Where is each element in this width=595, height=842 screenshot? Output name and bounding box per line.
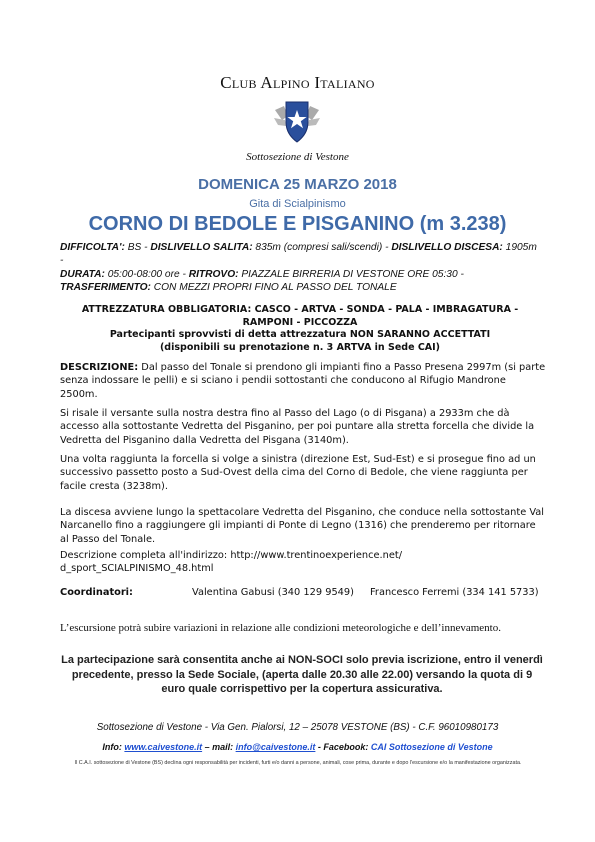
equipment-rental: (disponibili su prenotazione n. 3 ARTVA in Sede CAI) xyxy=(159,341,441,353)
event-date: DOMENICA 25 MARZO 2018 xyxy=(198,176,397,193)
website-link[interactable]: www.caivestone.it xyxy=(124,742,203,752)
coordinators-label: Coordinatori: xyxy=(60,587,133,598)
description-paragraph-2: Si risale il versante sulla nostra destra fino al Passo del Lago (o di Pisgana) a 2933m che dà accesso alla sottostante Vedretta del Pisganino, per poi puntare alla stretta forcella che divide la Vedretta del Pisganino dalla Vedretta del Pisgana (3140m). xyxy=(60,408,535,446)
subsection-name: Sottosezione di Vestone xyxy=(246,151,349,163)
event-kind: Gita di Scialpinismo xyxy=(249,198,346,210)
meeting-label: RITROVO: xyxy=(188,268,239,280)
coordinator-2: Francesco Ferremi (334 141 5733) xyxy=(370,587,539,598)
description-label: DESCRIZIONE: xyxy=(60,362,139,373)
facebook-link[interactable]: CAI Sottosezione di Vestone xyxy=(370,742,493,752)
description-paragraph-3: Una volta raggiunta la forcella si volge a sinistra (direzione Est, Sud-Est) e si prosegue fino ad un successivo passetto posto a Sud-Ovest della cima del Corno di Bedole, che viene raggiunta per facile cresta (3238m). xyxy=(60,454,536,492)
description-paragraph-1: DESCRIZIONE: Dal passo del Tonale si prendono gli impianti fino a Passo Presena 2997m (si parte senza indossare le pelli) e si sciano i pendii sottostanti che conducono al Rifugio Mandrone 2500m. xyxy=(60,362,546,400)
cai-emblem-icon xyxy=(272,98,322,144)
transfer-value: CON MEZZI PROPRI FINO AL PASSO DEL TONALE xyxy=(150,282,397,294)
participation-notice: La partecipazione sarà consentita anche ai NON-SOCI solo previa iscrizione, entro il venerdì precedente, presso la Sede Sociale, (aperta dalle 20.30 alle 22.00) versando la quota di 9 euro quale corrispettivo per la copertura assicurativa. xyxy=(61,654,543,695)
duration-value: 05:00-08:00 ore - xyxy=(104,268,189,280)
weather-notice: L’escursione potrà subire variazioni in relazione alle condizioni meteorologiche e dell’innevamento. xyxy=(60,622,501,634)
equipment-warning: Partecipanti sprovvisti di detta attrezzatura NON SARANNO ACCETTATI xyxy=(109,329,491,340)
trip-details xyxy=(60,241,540,295)
coordinator-1: Valentina Gabusi (340 129 9549) xyxy=(192,587,354,598)
descent-label: DISLIVELLO DISCESA: xyxy=(391,242,503,253)
equipment-block xyxy=(70,304,530,354)
footer-address: Sottosezione di Vestone - Via Gen. Pialorsi, 12 – 25078 VESTONE (BS) - C.F. 96010980173 xyxy=(96,722,499,733)
difficulty-value: BS - xyxy=(124,242,151,253)
meeting-value: PIAZZALE BIRRERIA DI VESTONE ORE 05:30 - xyxy=(238,268,464,280)
equipment-required: ATTREZZATURA OBBLIGATORIA: CASCO - ARTVA - SONDA - PALA - IMBRAGATURA - RAMPONI - PICCOZZA xyxy=(81,304,519,328)
description-link: Descrizione completa all'indirizzo: http://www.trentinoexperience.net/ d_sport_SCIALPINISMO_48.html xyxy=(60,550,403,575)
footer-disclaimer: Il C.A.I. sottosezione di Vestone (BS) declina ogni responsabilità per incidenti, furti e/o danni a persone, animali, cose prima, durante e dopo l'escursione e/o la manifestazione organizzata. xyxy=(74,760,522,766)
ascent-label: DISLIVELLO SALITA: xyxy=(150,242,253,253)
club-name: Club Alpino Italiano xyxy=(220,73,375,92)
transfer-label: TRASFERIMENTO: xyxy=(60,282,151,294)
ascent-value: 835m (compresi sali/scendi) - xyxy=(252,242,392,253)
event-title: CORNO DI BEDOLE E PISGANINO (m 3.238) xyxy=(88,213,507,235)
descent-value: 1905m - xyxy=(60,242,537,267)
duration-label: DURATA: xyxy=(60,268,105,280)
difficulty-label: DIFFICOLTA': xyxy=(60,242,125,253)
email-link[interactable]: info@caivestone.it xyxy=(235,742,316,752)
footer-contacts: Info: www.caivestone.it – mail: info@caivestone.it - Facebook: CAI Sottosezione di Vestone xyxy=(102,742,493,752)
description-paragraph-4: La discesa avviene lungo la spettacolare Vedretta del Pisganino, che conduce nella sottostante Val Narcanello fino a raggiungere gli impianti di Ponte di Legno (1316) che prenderemo per ritornare al Passo del Tonale. xyxy=(60,507,545,545)
